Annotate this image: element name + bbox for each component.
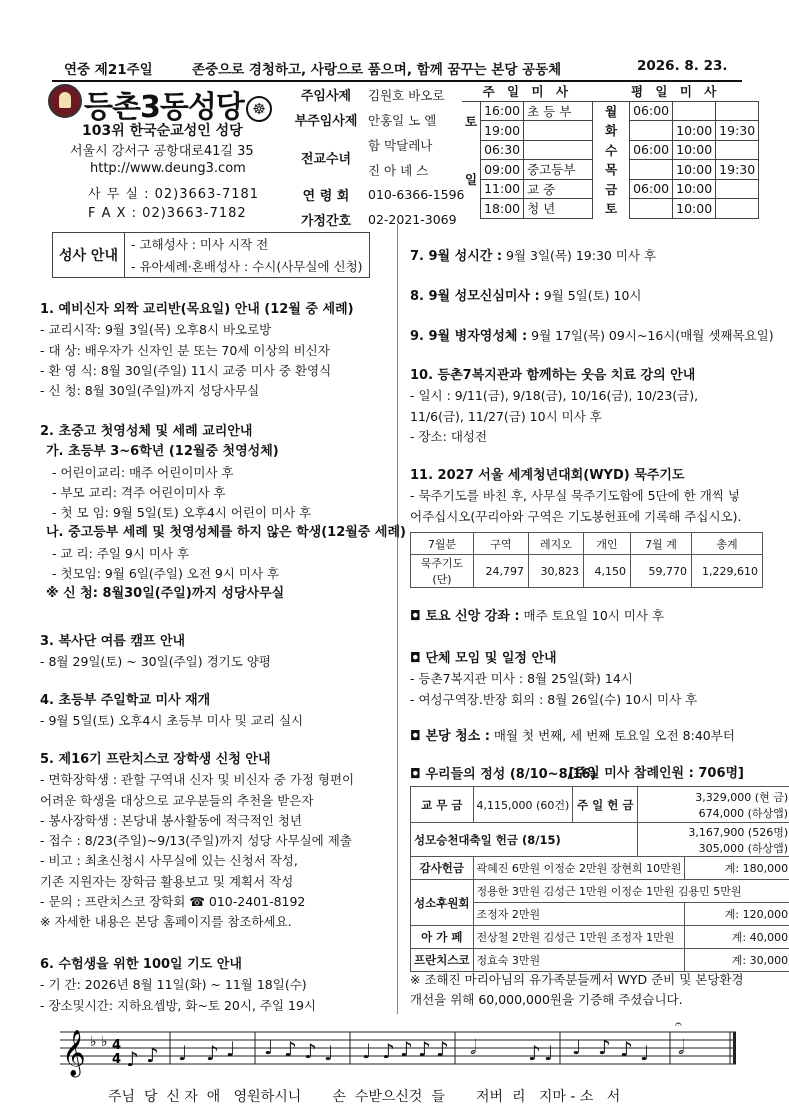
staff-value: 안홍일 노 엘 [368,112,437,128]
weekday-time [630,160,673,180]
table-cell: 30,823 [529,555,584,588]
notice-line: - 등촌7복지관 미사 : 8월 25일(화) 14시 [410,671,633,687]
svg-text:♩: ♩ [226,1037,236,1061]
notice-line: - 장소: 대성전 [410,428,488,444]
notice-text: 9월 17일(목) 09시~16시(매월 셋째목요일) [527,328,774,343]
notice-title: 8. 9월 성모신심미사 : [410,289,540,304]
square-bullet-icon: ◘ [410,767,426,782]
notice-line: 개선을 위해 60,000,000원을 기증해 주셨습니다. [410,992,683,1008]
table-cell: 4,150 [584,555,631,588]
weekday-time [716,179,759,199]
offering-title: 우리들의 정성 (8/10~8/16) [425,767,597,782]
notice-line: ※ 조해진 마리아님의 유가족분들께서 WYD 준비 및 본당환경 [410,972,744,987]
donation-note [410,970,744,1011]
notice-line: - 신 청: 8월 30일(주일)까지 성당사무실 [40,383,260,399]
weekday-time: 19:30 [716,160,759,180]
hymn-music-staff [60,1018,736,1088]
square-bullet-icon: ◘ [410,651,426,666]
mass-time: 18:00 [481,199,524,219]
notice-line: ※ 자세한 내용은 본당 홈페이지를 참조하세요. [40,914,292,930]
svg-text:♪: ♪ [598,1035,611,1059]
notice-line: - 비고 : 최초신청시 사무실에 있는 신청서 작성, [40,853,298,869]
weekday-time: 06:00 [630,140,673,160]
mass-time: 11:00 [481,179,524,199]
table-header: 총계 [692,533,763,555]
notice-line: - 교 리: 주일 9시 미사 후 [52,545,190,561]
notice-cleaning [410,726,735,747]
notice-saturday-lecture [410,606,664,627]
mass-note [524,121,593,141]
table-header: 개인 [584,533,631,555]
weekday-time: 10:00 [673,160,716,180]
weekday-time: 06:00 [630,101,673,121]
notice-line: 어주십시오(꾸리아와 구역은 기도봉헌표에 기록해 주십시오). [410,508,742,524]
office-fax: F A X : 02)3663-7182 [88,206,247,221]
weekday-time [630,199,673,219]
notice-9 [410,326,774,347]
notice-line: - 대 상: 배우자가 신자인 분 또는 70세 이상의 비신자 [40,342,330,358]
svg-text:♪: ♪ [126,1047,139,1071]
time-signature-icon: 4 [112,1052,122,1067]
svg-text:♩: ♩ [324,1041,334,1065]
weekday-time: 10:00 [673,179,716,199]
column-divider [397,224,398,1014]
notice-text: 매주 토요일 10시 미사 후 [519,608,665,623]
offering-table [410,786,789,972]
svg-text:♩: ♩ [178,1041,188,1065]
svg-text:♪: ♪ [418,1037,431,1061]
sunday-label: 일 [465,172,478,187]
table-header: 레지오 [529,533,584,555]
saturday-label: 토 [465,113,478,129]
sacrament-label: 성사 안내 [53,233,125,278]
notice-title: 7. 9월 성시간 : [410,249,503,264]
flat-icon: ♭ ♭ [90,1034,108,1050]
weekday-time: 10:00 [673,140,716,160]
notice-2 [40,422,406,605]
offering-value [638,787,789,823]
svg-text:♪: ♪ [284,1037,297,1061]
offering-value-line: 674,000 (하상앱) [698,806,789,820]
weekday-time: 10:00 [673,199,716,219]
svg-text:♪: ♪ [304,1039,317,1063]
notice-line: - 문의 : 프란치스코 장학회 ☎ 010-2401-8192 [40,894,306,910]
notice-line: - 첫모임: 9월 6일(주일) 오전 9시 미사 후 [52,566,280,582]
offering-donors: 정효숙 3만원 [473,949,685,972]
mass-note: 청 년 [524,199,593,219]
table-header: 7월 계 [631,533,692,555]
notice-line: - 환 영 식: 8월 30일(주일) 11시 교중 미사 중 환영식 [40,362,332,378]
notice-line: - 여성구역장.반장 회의 : 8월 26일(수) 10시 미사 후 [410,691,698,707]
notice-line: - 장소및시간: 지하요셉방, 화~토 20시, 주일 19시 [40,997,316,1013]
weekday-time: 19:30 [716,121,759,141]
table-cell: 24,797 [474,555,529,588]
offering-label: 교 무 금 [411,787,474,823]
offering-donors: 조정자 2만원 [473,903,685,926]
notice-title: 5. 제16기 프란치스코 장학생 신청 안내 [40,752,271,767]
staff-value: 010-6366-1596 [368,187,465,202]
notice-1 [40,300,354,401]
weekday-label: 토 [605,201,618,217]
notice-line: - 8월 29일(토) ~ 30일(주일) 경기도 양평 [40,654,271,670]
notice-text: 9월 5일(토) 10시 [539,288,642,303]
hymn-lyrics: 주님 당 신 자 애 영원하시니 손 수받으신것 들 저버 리 지마 - 소 서 [108,1089,621,1105]
offering-value-line: 305,000 (하상앱) [698,841,789,855]
weekday-time [673,101,716,121]
offering-value: 4,115,000 (60건) [473,787,573,823]
offering-donors: 전상철 2만원 김성근 1만원 조정자 1만원 [473,926,685,949]
offering-label: 프란치스코 [411,949,474,972]
staff-label: 주임사제 [300,89,352,104]
offering-label: 성소후원회 [411,880,474,926]
mass-schedule-table [462,82,759,219]
notice-line: - 면학장학생 : 관할 구역내 신자 및 비신자 중 가정 형편이 [40,772,355,788]
parish-subtitle: 103위 한국순교성인 성당 [82,123,243,139]
notice-line: - 접수 : 8/23(주일)~9/13(주일)까지 성당 사무실에 제출 [40,833,352,849]
weekday-label: 화 [605,123,618,139]
svg-text:𝅗𝅥: 𝅗𝅥 [678,1035,685,1059]
sacrament-line: - 고해성사 : 미사 시작 전 [124,233,369,256]
sacrament-line: - 유아세례·혼배성사 : 수시(사무실에 신청) [124,255,369,278]
weekday-time [716,140,759,160]
table-header: 구역 [474,533,529,555]
mass-time: 19:00 [481,121,524,141]
weekday-label: 금 [605,181,618,197]
parish-motto: 존중으로 경청하고, 사랑으로 품으며, 함께 꿈꾸는 본당 공동체 [192,62,562,78]
notice-title: 단체 모임 및 일정 안내 [425,651,557,666]
svg-text:♩: ♩ [640,1041,650,1065]
parish-logo-icon [48,84,82,118]
notice-title: 본당 청소 : [425,729,490,744]
svg-text:𝅗𝅥: 𝅗𝅥 [470,1035,477,1059]
notice-line: - 9월 5일(토) 오후4시 초등부 미사 및 교리 실시 [40,713,304,729]
notice-title: 토요 신앙 강좌 : [425,609,520,624]
wyd-rosary-table [410,532,763,588]
offering-donors: 곽혜진 6만원 이정순 2만원 장현희 10만원 [473,857,685,880]
offering-total: 계: 120,000 [685,903,789,926]
table-cell: 1,229,610 [692,555,763,588]
weekday-label: 월 [605,104,618,119]
notice-line: 기존 지원자는 장학금 활용보고 및 계획서 작성 [40,873,294,889]
svg-text:♩: ♩ [362,1039,372,1063]
offering-total: 계: 40,000 [685,926,789,949]
time-signature-icon: 4 [112,1038,122,1053]
staff-value: 02-2021-3069 [368,212,457,227]
notice-text: 매월 첫 번째, 세 번째 토요일 오전 8:40부터 [489,728,735,743]
offering-label: 성모승천대축일 헌금 (8/15) [411,823,638,857]
svg-text:♩: ♩ [544,1041,554,1065]
offering-total: 계: 180,000 [685,857,789,880]
mass-time: 09:00 [481,160,524,180]
office-phone: 사 무 실 : 02)3663-7181 [88,187,260,202]
notice-line: - 봉사장학생 : 본당내 봉사활동에 적극적인 청년 [40,812,302,828]
notice-subtitle: 가. 초등부 3~6학년 (12월중 첫영성체) [46,444,279,460]
staff-label: 전교수녀 [300,151,352,167]
weekday-time [716,199,759,219]
svg-text:♪: ♪ [528,1041,541,1065]
notice-note: ※ 신 청: 8월30일(주일)까지 성당사무실 [46,586,285,602]
table-header: 7월분 [411,533,474,555]
parish-name-text: 등촌3동성당 [84,90,244,125]
treble-clef-icon: 𝄞 [62,1030,86,1076]
table-cell: 묵주기도(단) [411,555,474,588]
notice-title: 9. 9월 병자영성체 : [410,329,528,344]
notice-text: 9월 3일(목) 19:30 미사 후 [502,248,657,263]
svg-text:♪: ♪ [206,1041,219,1065]
offering-value [638,823,789,857]
svg-text:♪: ♪ [400,1037,413,1061]
notice-line: - 어린이교리: 매주 어린이미사 후 [52,464,234,480]
svg-text:♩: ♩ [572,1035,582,1059]
weekday-time [630,121,673,141]
staff-value: 김원호 바오로 [368,87,445,103]
notice-7 [410,246,656,267]
notice-subtitle: 나. 중고등부 세례 및 첫영성체를 하지 않은 학생(12월중 세례) [46,525,406,541]
notice-4 [40,691,303,732]
weekday-time: 06:00 [630,179,673,199]
svg-text:♪: ♪ [382,1039,395,1063]
notice-line: - 기 간: 2026년 8월 11일(화) ~ 11월 18일(수) [40,977,307,993]
offering-heading [410,764,744,785]
table-cell: 59,770 [631,555,692,588]
mass-time: 16:00 [481,101,524,121]
bulletin-date: 2026. 8. 23. [637,58,728,74]
staff-value: 진 아 녜 스 [368,162,429,178]
mass-note: 교 중 [524,179,593,199]
notice-6 [40,955,316,1016]
mass-note: 중고등부 [524,160,593,180]
notice-title: 3. 복사단 여름 캠프 안내 [40,634,186,649]
notice-line: - 첫 모 임: 9월 5일(토) 오후4시 어린이 미사 후 [52,505,312,521]
notice-3 [40,632,271,673]
notice-11 [410,466,742,527]
liturgical-week: 연중 제21주일 [64,62,153,78]
notice-title: 4. 초등부 주일학교 미사 재개 [40,693,211,708]
offering-label: 감사헌금 [411,857,474,880]
staff-label: 부주임사제 [294,114,358,129]
weekday-mass-title: 평 일 미 사 [593,82,759,101]
sunday-mass-title: 주 일 미 사 [462,82,593,101]
notice-5 [40,750,354,933]
notice-10 [410,366,698,447]
offering-value-line: 3,167,900 (526명) [688,825,789,839]
mass-note [524,140,593,160]
notice-line: - 교리시작: 9월 3일(목) 오후8시 바오로방 [40,322,272,338]
parish-url[interactable]: http://www.deung3.com [90,161,246,176]
notice-title: 2. 초중고 첫영성체 및 세례 교리안내 [40,424,253,439]
notice-title: 1. 예비신자 외짝 교리반(목요일) 안내 (12월 중 세례) [40,302,354,317]
svg-text:♩: ♩ [264,1035,274,1059]
offering-label: 아 가 페 [411,926,474,949]
notice-title: 6. 수험생을 위한 100일 기도 안내 [40,957,242,972]
staff-label: 가정간호 [300,214,352,229]
weekday-label: 목 [605,162,618,178]
notice-line: 어려운 학생을 대상으로 교우분들의 추천을 받은자 [40,792,314,808]
offering-donors: 정용한 3만원 김성근 1만원 이정순 1만원 김용민 5만원 [473,880,789,903]
offering-total: 계: 30,000 [685,949,789,972]
parish-address: 서울시 강서구 공항대로41길 35 [70,144,254,159]
notice-title: 11. 2027 서울 세계청년대회(WYD) 묵주기도 [410,468,685,483]
weekday-time: 10:00 [673,121,716,141]
square-bullet-icon: ◘ [410,729,426,744]
weekday-label: 수 [605,142,618,158]
notice-8 [410,286,642,307]
offering-value-line: 3,329,000 (현 금) [695,790,789,804]
svg-text:♪: ♪ [620,1037,633,1061]
notice-title: 10. 등촌7복지관과 함께하는 웃음 치료 강의 안내 [410,368,696,383]
sacrament-info-box [52,232,370,278]
offering-label: 주 일 헌 금 [573,787,638,823]
attendance-count: [주일 미사 참례인원 : 706명] [568,766,744,781]
mass-note: 초 등 부 [524,101,593,121]
svg-text:♪: ♪ [146,1043,159,1067]
staff-label: 연 령 회 [302,189,350,204]
weekday-time [716,101,759,121]
notice-line: - 묵주기도를 바친 후, 사무실 묵주기도함에 5단에 한 개씩 넣 [410,488,740,504]
svg-text:♪: ♪ [436,1037,449,1061]
notice-group-meetings [410,648,697,710]
hymn-notes [126,1035,684,1071]
staff-value: 함 막달레나 [368,137,433,153]
notice-line: 11/6(금), 11/27(금) 10시 미사 후 [410,408,602,424]
mass-time: 06:30 [481,140,524,160]
staff-table [288,82,469,232]
fermata-icon: 𝄐 [675,1018,682,1031]
header-bar [52,58,742,80]
square-bullet-icon: ◘ [410,609,426,624]
notice-line: - 일시 : 9/11(금), 9/18(금), 10/16(금), 10/23(금), [410,388,699,404]
notice-line: - 부모 교리: 격주 어린이미사 후 [52,484,226,500]
emblem-icon: ☸ [246,96,272,122]
